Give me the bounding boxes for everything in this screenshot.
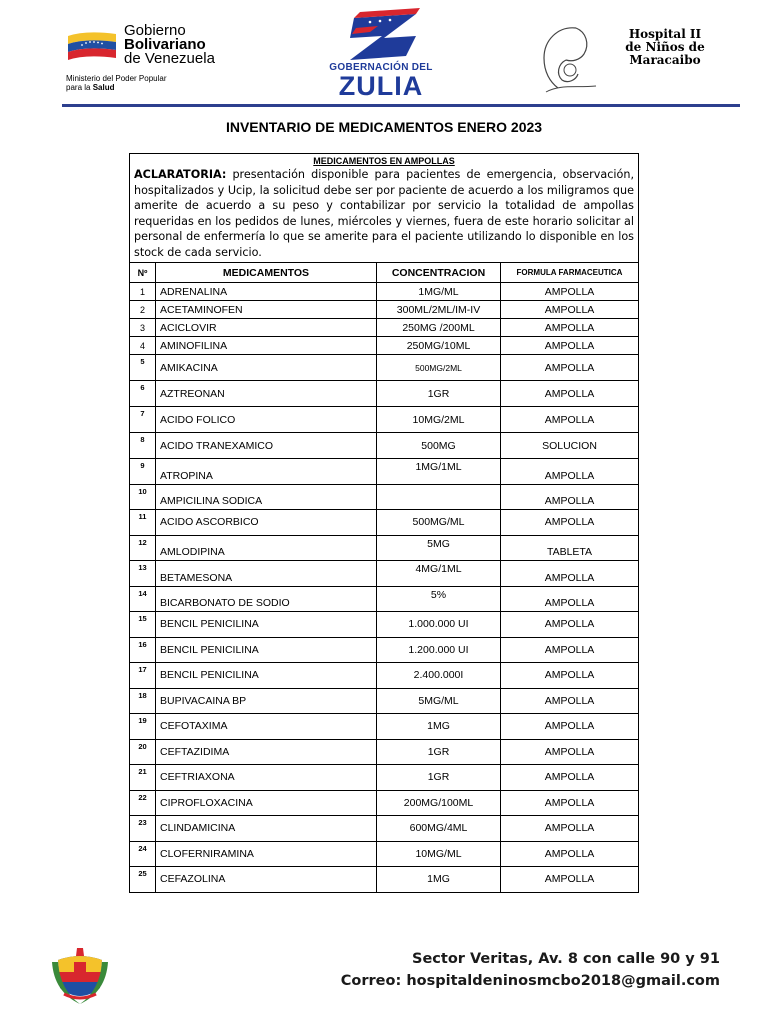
cell-medication: ADRENALINA (156, 283, 377, 301)
table-row (130, 765, 639, 791)
table-row (130, 283, 639, 301)
table-row (130, 739, 639, 765)
cell-concentration: 1MG/1ML (377, 459, 501, 485)
zulia-government-logo (320, 8, 442, 102)
cell-number: 20 (130, 739, 156, 765)
ministry-line2: para la (66, 83, 93, 92)
cell-formula: AMPOLLA (501, 319, 639, 337)
cell-formula: AMPOLLA (501, 283, 639, 301)
cell-concentration: 250MG/10ML (377, 337, 501, 355)
ministry-line2-bold: Salud (92, 83, 115, 92)
col-header-number: Nº (130, 263, 156, 283)
gov-line1: Gobierno (124, 22, 186, 39)
document-header (0, 0, 768, 110)
cell-concentration: 200MG/100ML (377, 790, 501, 816)
footer-contact (340, 948, 720, 992)
cell-number: 25 (130, 867, 156, 893)
cell-medication: AMINOFILINA (156, 337, 377, 355)
table-row (130, 561, 639, 587)
table-row (130, 816, 639, 842)
document-title: INVENTARIO DE MEDICAMENTOS ENERO 2023 (225, 119, 543, 135)
table-row (130, 407, 639, 433)
cell-concentration: 5% (377, 586, 501, 612)
gov-line2: Bolivariano (124, 36, 206, 53)
zulia-z-emblem-icon (320, 8, 442, 64)
cell-number: 21 (130, 765, 156, 791)
cell-concentration: 1GR (377, 765, 501, 791)
inventory-table (129, 153, 639, 893)
inventory-table-container (129, 153, 638, 893)
cell-medication: BENCIL PENICILINA (156, 663, 377, 689)
ministry-label (66, 74, 167, 92)
cell-formula: AMPOLLA (501, 355, 639, 381)
zulia-coat-of-arms-icon (50, 942, 110, 1006)
cell-concentration: 2.400.000I (377, 663, 501, 689)
cell-medication: ATROPINA (156, 459, 377, 485)
cell-medication: ACICLOVIR (156, 319, 377, 337)
cell-concentration: 600MG/4ML (377, 816, 501, 842)
cell-formula: AMPOLLA (501, 739, 639, 765)
gov-line3: de Venezuela (124, 50, 215, 67)
cell-medication: CIPROFLOXACINA (156, 790, 377, 816)
hospital-line3: Maracaibo (629, 53, 701, 67)
cell-concentration: 1.000.000 UI (377, 612, 501, 638)
cell-number: 10 (130, 484, 156, 510)
col-header-concentration: CONCENTRACION (377, 263, 501, 283)
cell-formula: AMPOLLA (501, 714, 639, 740)
cell-medication: ACIDO FOLICO (156, 407, 377, 433)
cell-concentration: 1MG (377, 867, 501, 893)
cell-concentration: 1.200.000 UI (377, 637, 501, 663)
cell-formula: SOLUCION (501, 433, 639, 459)
cell-medication: AMIKACINA (156, 355, 377, 381)
table-row (130, 535, 639, 561)
cell-concentration (377, 484, 501, 510)
cell-medication: BENCIL PENICILINA (156, 637, 377, 663)
cell-concentration: 1GR (377, 739, 501, 765)
cell-medication: CLOFERNIRAMINA (156, 841, 377, 867)
venezuela-flag-icon (66, 30, 118, 60)
cell-formula: TABLETA (501, 535, 639, 561)
cell-medication: ACETAMINOFEN (156, 301, 377, 319)
clarification-note (134, 167, 634, 260)
cell-concentration: 250MG /200ML (377, 319, 501, 337)
cell-formula: AMPOLLA (501, 407, 639, 433)
cell-medication: CEFTAZIDIMA (156, 739, 377, 765)
table-row (130, 867, 639, 893)
government-title (124, 24, 215, 66)
cell-number: 4 (130, 337, 156, 355)
footer-email: Correo: hospitaldeninosmcbo2018@gmail.com (340, 973, 720, 989)
cell-formula: AMPOLLA (501, 790, 639, 816)
table-body (130, 283, 639, 893)
cell-formula: AMPOLLA (501, 765, 639, 791)
zulia-logo-line1: GOBERNACIÓN DEL (329, 62, 433, 73)
table-row (130, 381, 639, 407)
cell-number: 16 (130, 637, 156, 663)
cell-formula: AMPOLLA (501, 816, 639, 842)
note-label: ACLARATORIA: (134, 168, 227, 181)
cell-number: 8 (130, 433, 156, 459)
cell-number: 12 (130, 535, 156, 561)
section-header-row (130, 154, 639, 263)
cell-number: 17 (130, 663, 156, 689)
table-row (130, 337, 639, 355)
cell-formula: AMPOLLA (501, 337, 639, 355)
table-row (130, 612, 639, 638)
cell-medication: BUPIVACAINA BP (156, 688, 377, 714)
section-title: MEDICAMENTOS EN AMPOLLAS (313, 156, 455, 166)
hospital-logo (536, 22, 732, 98)
cell-medication: AZTREONAN (156, 381, 377, 407)
table-row (130, 459, 639, 485)
cell-formula: AMPOLLA (501, 586, 639, 612)
cell-formula: AMPOLLA (501, 612, 639, 638)
cell-medication: BENCIL PENICILINA (156, 612, 377, 638)
cell-concentration: 1MG/ML (377, 283, 501, 301)
cell-concentration: 5MG/ML (377, 688, 501, 714)
cell-medication: BETAMESONA (156, 561, 377, 587)
table-row (130, 510, 639, 536)
cell-medication: ACIDO ASCORBICO (156, 510, 377, 536)
cell-concentration: 10MG/2ML (377, 407, 501, 433)
cell-concentration: 4MG/1ML (377, 561, 501, 587)
cell-number: 7 (130, 407, 156, 433)
cell-number: 23 (130, 816, 156, 842)
cell-medication: AMLODIPINA (156, 535, 377, 561)
cell-concentration: 5MG (377, 535, 501, 561)
cell-number: 18 (130, 688, 156, 714)
cell-formula: AMPOLLA (501, 688, 639, 714)
cell-medication: CEFAZOLINA (156, 867, 377, 893)
cell-number: 9 (130, 459, 156, 485)
ministry-line1: Ministerio del Poder Popular (66, 74, 167, 83)
col-header-medication: MEDICAMENTOS (156, 263, 377, 283)
cell-number: 3 (130, 319, 156, 337)
section-header-cell (130, 154, 639, 263)
cell-concentration: 1GR (377, 381, 501, 407)
cell-formula: AMPOLLA (501, 561, 639, 587)
cell-number: 6 (130, 381, 156, 407)
table-row (130, 319, 639, 337)
cell-number: 22 (130, 790, 156, 816)
cell-formula: AMPOLLA (501, 663, 639, 689)
table-row (130, 355, 639, 381)
government-logo (64, 22, 254, 94)
cell-medication: CEFTRIAXONA (156, 765, 377, 791)
hospital-line1: Hospital II (628, 27, 702, 41)
cell-medication: CLINDAMICINA (156, 816, 377, 842)
table-row (130, 637, 639, 663)
cell-medication: AMPICILINA SODICA (156, 484, 377, 510)
hospital-line2: de Niños de (625, 40, 705, 54)
cell-formula: AMPOLLA (501, 484, 639, 510)
zulia-logo-line2: ZULIA (338, 71, 424, 101)
note-text: presentación disponible para pacientes de emergencia, observación, hospitalizados y Ucip, la solicitud debe ser por paciente de acuerdo a los miligramos que amerite de acuerdo a su peso y contabilizar por servicio la totalidad de ampollas requeridas en los pedidos de lunes, miércoles y viernes, fuera de este horario solicitar al personal de enfermería lo que se amerite para el paciente utilizando lo disponible en los stock de cada servicio. (134, 168, 635, 259)
table-row (130, 586, 639, 612)
cell-concentration: 500MG/2ML (377, 355, 501, 381)
cell-formula: AMPOLLA (501, 841, 639, 867)
cell-number: 14 (130, 586, 156, 612)
cell-formula: AMPOLLA (501, 867, 639, 893)
cell-concentration: 300ML/2ML/IM-IV (377, 301, 501, 319)
table-row (130, 714, 639, 740)
cell-number: 1 (130, 283, 156, 301)
cell-formula: AMPOLLA (501, 381, 639, 407)
cell-number: 13 (130, 561, 156, 587)
cell-medication: ACIDO TRANEXAMICO (156, 433, 377, 459)
col-header-formula: FORMULA FARMACEUTICA (501, 263, 639, 283)
cell-formula: AMPOLLA (501, 301, 639, 319)
cell-concentration: 1MG (377, 714, 501, 740)
cell-formula: AMPOLLA (501, 637, 639, 663)
cell-number: 24 (130, 841, 156, 867)
table-row (130, 433, 639, 459)
table-row (130, 790, 639, 816)
cell-number: 11 (130, 510, 156, 536)
table-row (130, 484, 639, 510)
cell-number: 15 (130, 612, 156, 638)
cell-medication: BICARBONATO DE SODIO (156, 586, 377, 612)
cell-number: 19 (130, 714, 156, 740)
footer-address: Sector Veritas, Av. 8 con calle 90 y 91 (412, 951, 720, 967)
cell-formula: AMPOLLA (501, 510, 639, 536)
cell-number: 2 (130, 301, 156, 319)
table-row (130, 301, 639, 319)
table-row (130, 688, 639, 714)
cell-concentration: 500MG (377, 433, 501, 459)
hospital-name (598, 28, 732, 67)
mother-child-icon (536, 22, 600, 98)
cell-number: 5 (130, 355, 156, 381)
cell-concentration: 10MG/ML (377, 841, 501, 867)
header-divider (62, 104, 740, 107)
table-row (130, 841, 639, 867)
table-row (130, 663, 639, 689)
cell-formula: AMPOLLA (501, 459, 639, 485)
table-header-row (130, 263, 639, 283)
cell-concentration: 500MG/ML (377, 510, 501, 536)
cell-medication: CEFOTAXIMA (156, 714, 377, 740)
